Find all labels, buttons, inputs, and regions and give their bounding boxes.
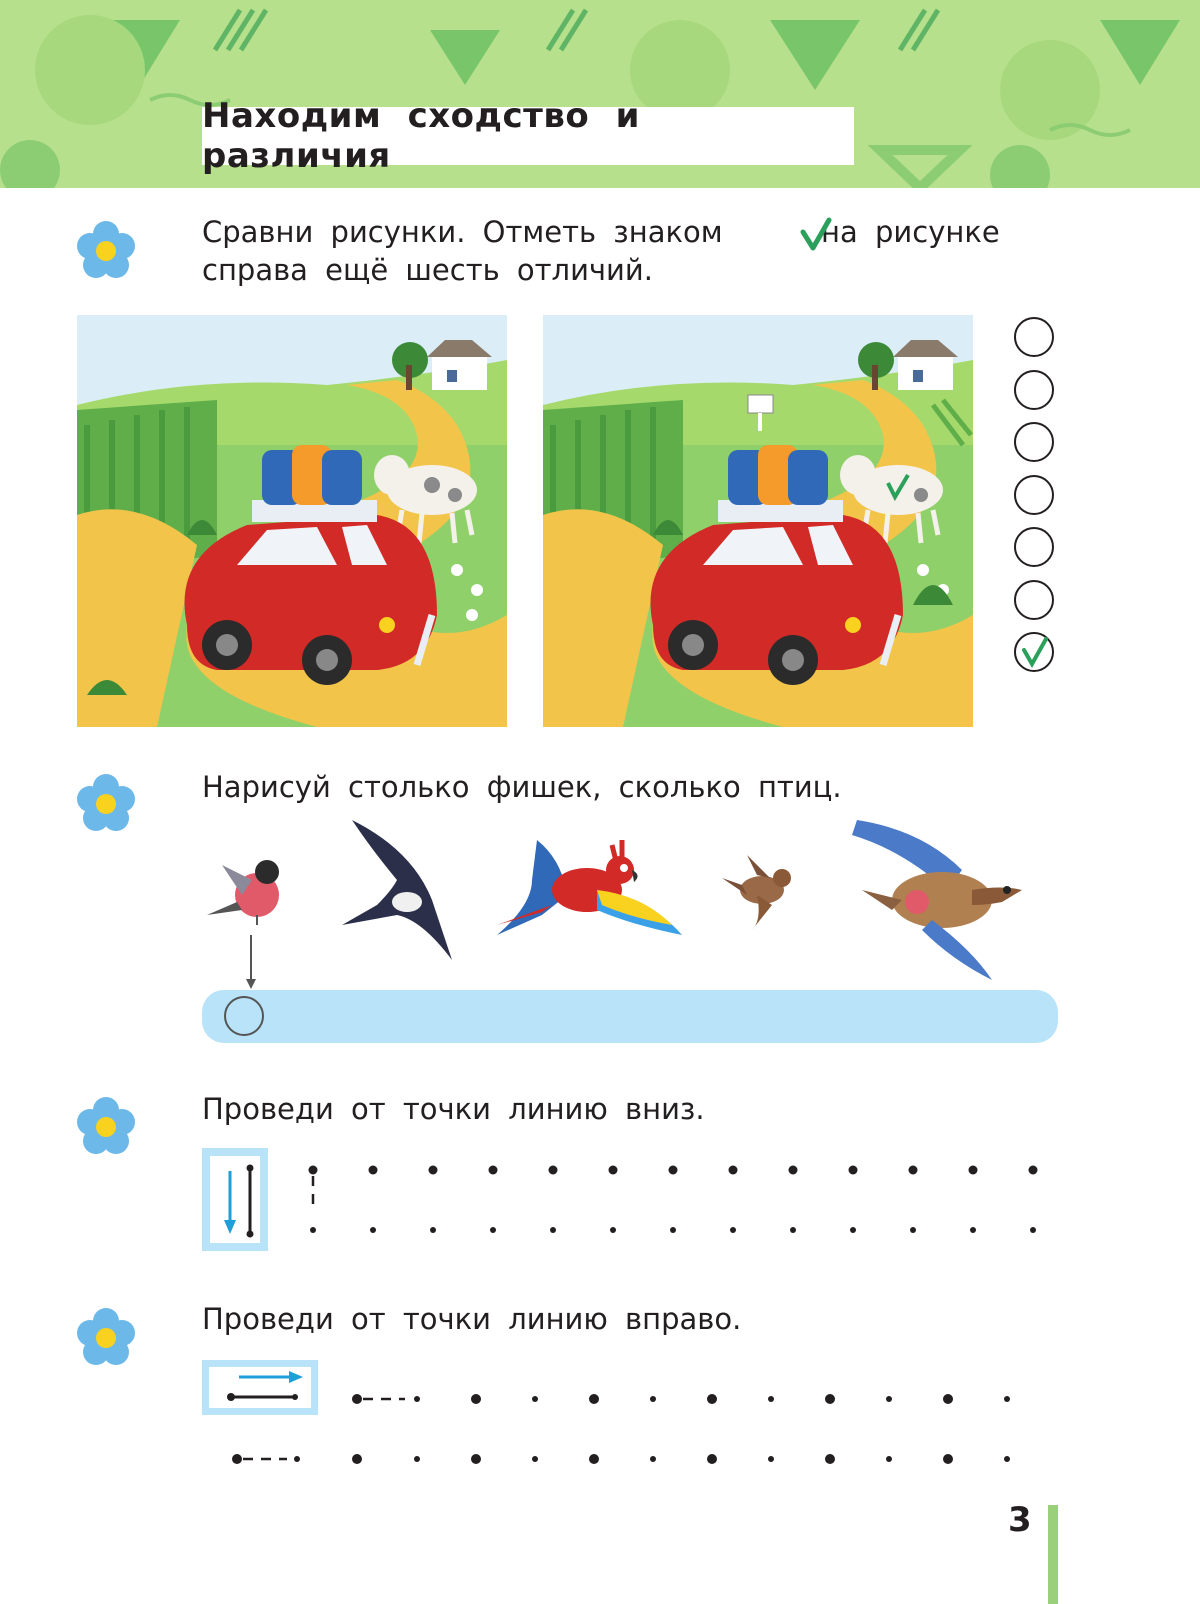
bullfinch-icon [207,860,279,925]
arrow-down-icon [245,935,257,990]
page-number: 3 [1008,1500,1032,1540]
flower-icon [76,773,136,833]
dot-grid-vertical[interactable] [300,1160,1040,1240]
sample-vertical-line [202,1148,268,1251]
flower-icon [76,220,136,280]
picture-left [77,315,507,727]
answer-circle[interactable] [1014,317,1054,357]
answer-circles [1014,317,1058,685]
task4-instruction: Проведи от точки линию вправо. [202,1302,742,1336]
answer-circle[interactable] [1014,370,1054,410]
page-title: Находим сходство и различия [202,96,640,176]
picture-right [543,315,973,727]
swallow-icon [342,820,452,960]
checkmark-icon [1020,636,1050,668]
page-accent-bar [1048,1505,1058,1604]
arrow-down-icon [210,1156,260,1243]
answer-circle[interactable] [1014,475,1054,515]
task3-instruction: Проведи от точки линию вниз. [202,1092,705,1126]
task1-instruction [202,213,1058,289]
task1-text-part1: Сравни рисунки. Отметь знаком [202,215,723,249]
answer-circle[interactable] [1014,527,1054,567]
dot-grid-horizontal[interactable] [225,1385,1025,1465]
answer-circle[interactable] [1014,422,1054,462]
task1-text-part2: на рисунке справа ещё шесть отличий. [202,215,1000,287]
task2-instruction: Нарисуй столько фишек, сколько птиц. [202,770,842,804]
flower-icon [76,1096,136,1156]
checkmark-icon [800,216,832,252]
answer-circle[interactable] [1014,580,1054,620]
flower-icon [76,1307,136,1367]
parrot-icon [497,840,682,935]
title-box [202,96,854,176]
duck-icon [852,820,1022,980]
sample-chip [224,996,264,1036]
sparrow-icon [722,855,791,930]
page-header [0,0,1200,188]
chip-bar[interactable] [202,990,1058,1043]
bird-strip [202,810,1058,990]
answer-circle-checked[interactable] [1014,632,1054,672]
